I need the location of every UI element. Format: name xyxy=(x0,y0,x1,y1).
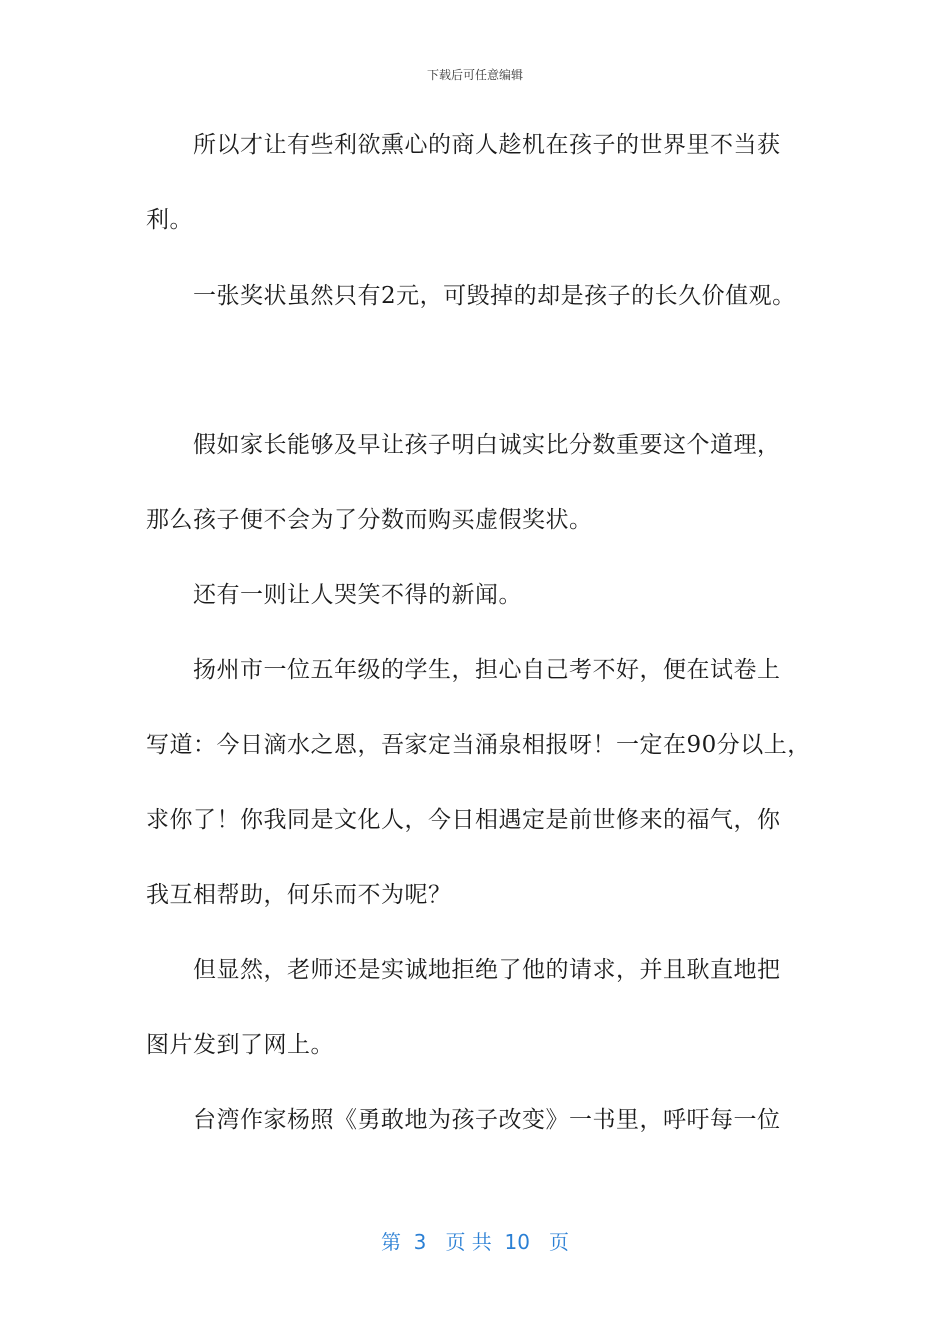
paragraph-line-8: 写道：今日滴水之恩，吾家定当涌泉相报呀！一定在90分以上， xyxy=(146,732,811,758)
paragraph-line-6: 还有一则让人哭笑不得的新闻。 xyxy=(193,582,522,608)
paragraph-line-11: 但显然，老师还是实诚地拒绝了他的请求，并且耿直地把 xyxy=(193,957,781,983)
page-number-footer: 第 3 页 共 10 页 xyxy=(380,1230,570,1254)
paragraph-line-4: 假如家长能够及早让孩子明白诚实比分数重要这个道理， xyxy=(193,432,781,458)
paragraph-line-7: 扬州市一位五年级的学生，担心自己考不好，便在试卷上 xyxy=(193,657,781,683)
page-header-note: 下载后可任意编辑 xyxy=(426,68,523,82)
paragraph-line-1: 所以才让有些利欲熏心的商人趁机在孩子的世界里不当获 xyxy=(193,132,781,158)
paragraph-line-12: 图片发到了网上。 xyxy=(146,1032,334,1058)
paragraph-line-5: 那么孩子便不会为了分数而购买虚假奖状。 xyxy=(146,507,593,533)
paragraph-line-13: 台湾作家杨照《勇敢地为孩子改变》一书里，呼吁每一位 xyxy=(193,1107,781,1133)
paragraph-line-3: 一张奖状虽然只有2元，可毁掉的却是孩子的长久价值观。 xyxy=(193,283,796,309)
paragraph-line-9: 求你了！你我同是文化人，今日相遇定是前世修来的福气，你 xyxy=(146,807,781,833)
paragraph-line-2: 利。 xyxy=(146,207,193,233)
paragraph-line-10: 我互相帮助，何乐而不为呢？ xyxy=(146,882,452,908)
